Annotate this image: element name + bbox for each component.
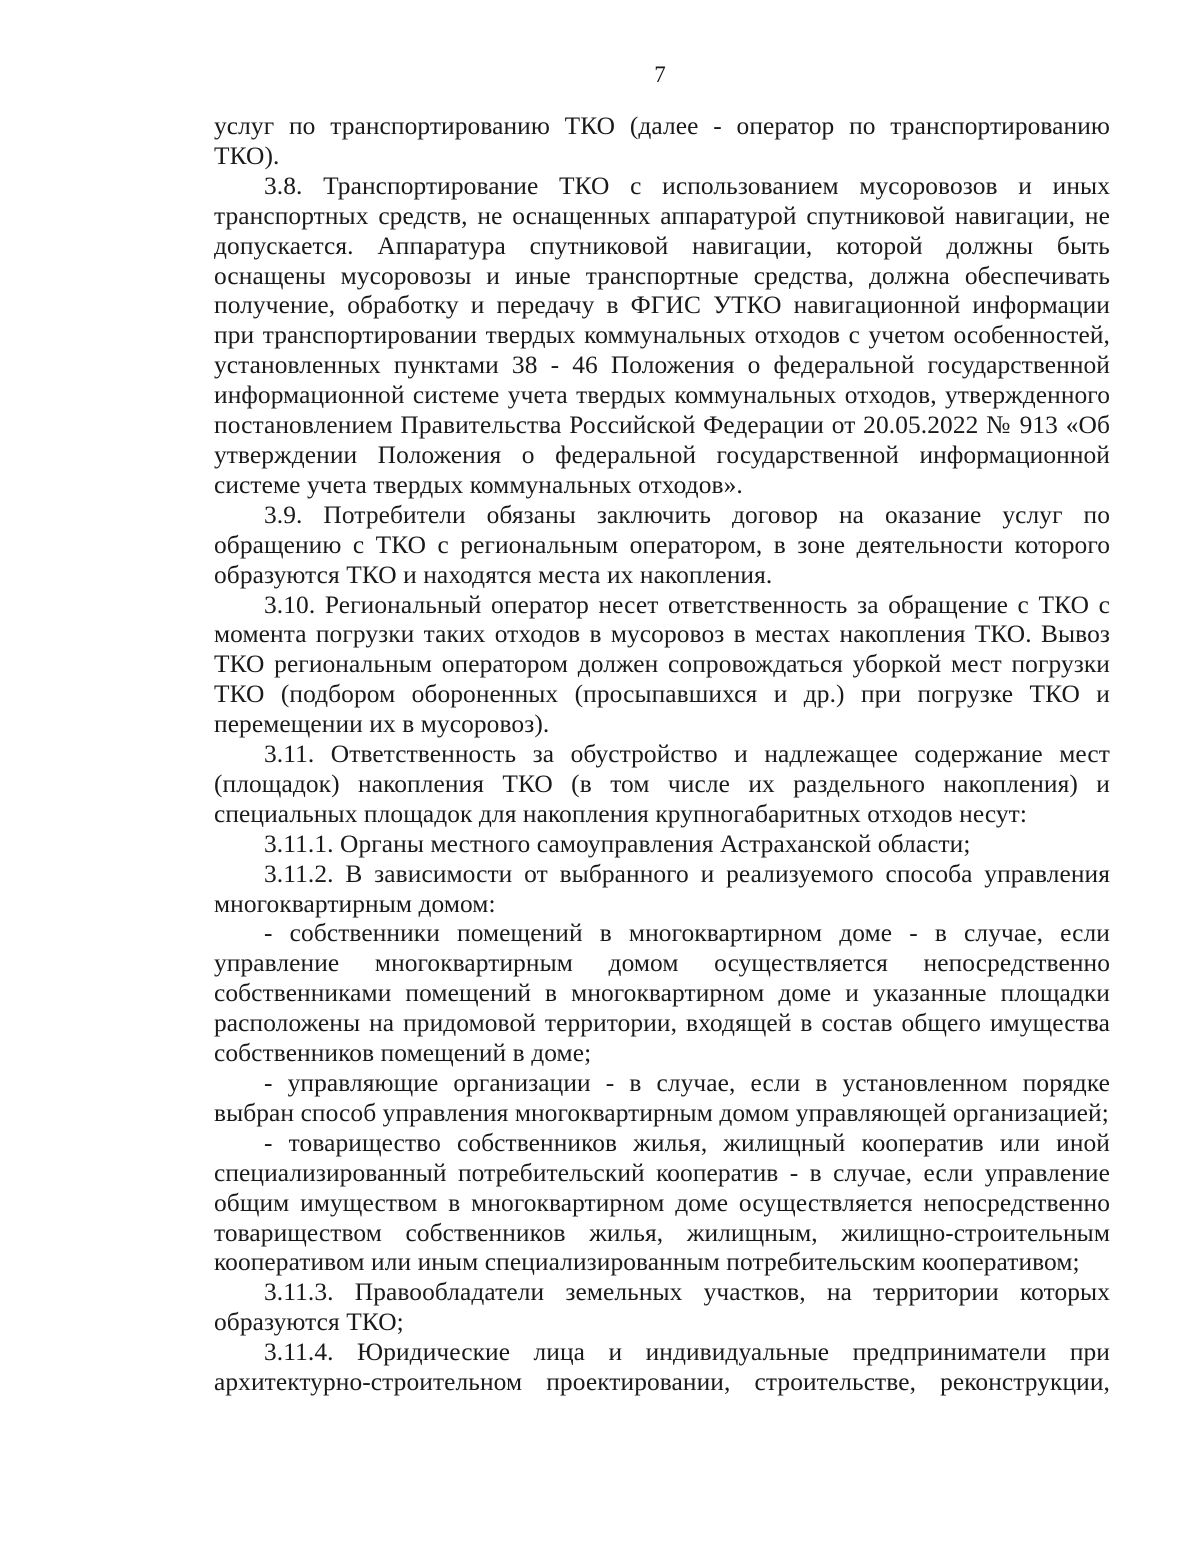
paragraph-3-9: 3.9. Потребители обязаны заключить договор на оказание услуг по обращению с ТКО с региональным оператором, в зоне деятельности которого образуются ТКО и находятся места их накопления.	[214, 500, 1110, 589]
paragraph-3-11-3: 3.11.3. Правообладатели земельных участков, на территории которых образуются ТКО;	[214, 1278, 1110, 1337]
paragraph-3-10: 3.10. Региональный оператор несет ответственность за обращение с ТКО с момента погрузки таких отходов в мусоровоз в местах накопления ТКО. Вывоз ТКО региональным оператором должен сопровождаться уборкой мест погрузки ТКО (подбором обороненных (просыпавшихся и др.) при погрузке ТКО и перемещении их в мусоровоз).	[214, 590, 1110, 739]
list-item-owners: - собственники помещений в многоквартирном доме - в случае, если управление многоквартирным домом осуществляется непосредственно собственниками помещений в многоквартирном доме и указанные площадки расположены на придомовой территории, входящей в состав общего имущества собственников помещений в доме;	[214, 919, 1110, 1068]
paragraph-3-11-2: 3.11.2. В зависимости от выбранного и реализуемого способа управления многоквартирным домом:	[214, 859, 1110, 918]
list-item-management-companies: - управляющие организации - в случае, если в установленном порядке выбран способ управления многоквартирным домом управляющей организацией;	[214, 1069, 1110, 1127]
paragraph-3-11-1: 3.11.1. Органы местного самоуправления Астраханской области;	[264, 829, 971, 858]
paragraph-3-11: 3.11. Ответственность за обустройство и надлежащее содержание мест (площадок) накопления ТКО (в том числе их раздельного накопления) и специальных площадок для накопления крупногабаритных отходов несут:	[214, 740, 1110, 828]
paragraph-continuation: услуг по транспортированию ТКО (далее - оператор по транспортированию ТКО).	[214, 112, 1110, 170]
paragraph-3-11-4: 3.11.4. Юридические лица и индивидуальные предприниматели при архитектурно-строительном проектировании, строительстве, реконструкции,	[214, 1338, 1110, 1397]
page-number: 7	[654, 62, 666, 87]
paragraph-3-8: 3.8. Транспортирование ТКО с использованием мусоровозов и иных транспортных средств, не оснащенных аппаратурой спутниковой навигации, не допускается. Аппаратура спутниковой навигации, которой должны быть оснащены мусоровозы и иные транспортные средства, должна обеспечивать получение, обработку и передачу в ФГИС УТКО навигационной информации при транспортировании твердых коммунальных отходов с учетом особенностей, установленных пунктами 38 - 46 Положения о федеральной государственной информационной системе учета твердых коммунальных отходов, утвержденного постановлением Правительства Российской Федерации от 20.05.2022 № 913 «Об утверждении Положения о федеральной государственной информационной системе учета твердых коммунальных отходов».	[214, 171, 1110, 499]
list-item-housing-associations: - товарищество собственников жилья, жилищный кооператив или иной специализированный потребительский кооператив - в случае, если управление общим имуществом в многоквартирном доме осуществляется непосредственно товариществом собственников жилья, жилищным, жилищно-строительным кооперативом или иным специализированным потребительским кооперативом;	[214, 1128, 1110, 1277]
document-body	[214, 112, 1110, 1398]
